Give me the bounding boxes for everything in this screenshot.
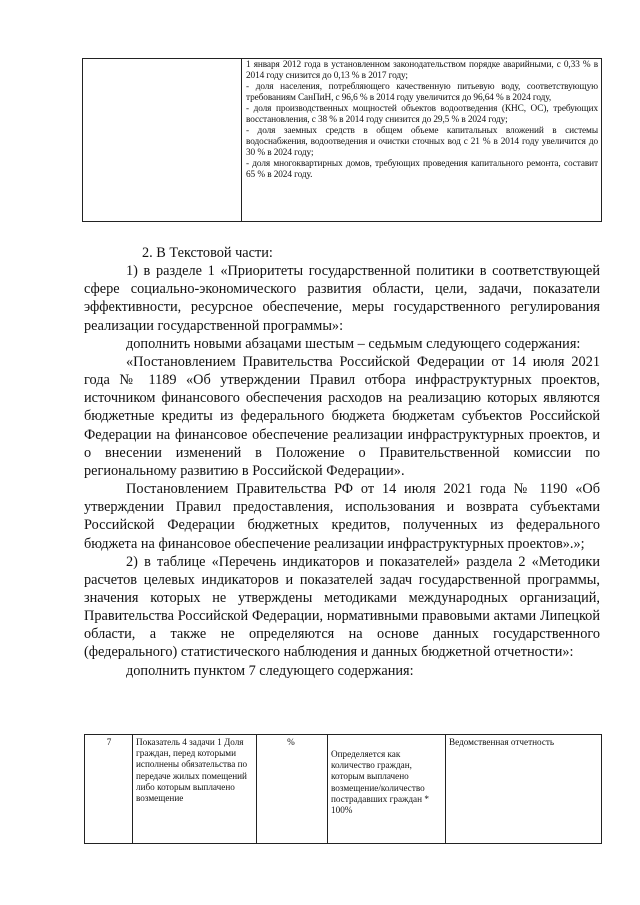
paragraph-5: 2) в таблице «Перечень индикаторов и показателей» раздела 2 «Методики расчетов целевых индикаторов и показателей задач государственной программы, значения которых не утверждены методиками международных организаций, Правительства Российской Федерации, нормативными правовыми актами Липецкой области, а также не определяются на основе данных государственного (федерального) статистического наблюдения и данных бюджетной отчетности»: — [84, 553, 600, 661]
paragraph-1: 1) в разделе 1 «Приоритеты государственной политики в соответствующей сфере социально-экономического развития области, цели, задачи, показатели эффективности, ресурсное обеспечение, меры государственного регулирования реализации государственной программы»: — [84, 263, 600, 334]
paragraph-3: «Постановлением Правительства Российской Федерации от 14 июля 2021 года № 1189 «Об утверждении Правил отбора инфраструктурных проектов, источником финансового обеспечения расходов на реализацию которых являются бюджетные кредиты из федерального бюджета бюджетам субъектов Российской Федерации на финансовое обеспечение реализации инфраструктурных проектов, и о внесении изменений в Положение о Правительственной комиссии по региональному развитию в Российской Федерации». — [84, 353, 600, 479]
empty-cell — [83, 59, 242, 222]
indicator-table — [84, 734, 602, 844]
paragraph-2: дополнить новыми абзацами шестым – седьмым следующего содержания: — [126, 335, 581, 352]
list-item: 1 января 2012 года в установленном законодательством порядке аварийными, с 0,33 % в 2014 году снизится до 0,13 % в 2017 году; — [246, 60, 598, 81]
paragraph-6: дополнить пунктом 7 следующего содержания: — [126, 662, 414, 679]
method-text: Определяется как количество граждан, которым выплачено возмещение/количество пострадавших граждан * 100% — [331, 749, 429, 816]
list-item: - доля многоквартирных домов, требующих проведения капитального ремонта, составит 65 % в 2024 году. — [246, 159, 598, 180]
indicator-list-cell — [242, 59, 602, 222]
paragraph-4: Постановлением Правительства РФ от 14 июля 2021 года № 1190 «Об утверждении Правил предоставления, использования и возврата субъектами Российской Федерации бюджетных кредитов, полученных из федерального бюджета на финансовое обеспечение реализации инфраструктурных проектов».»; — [84, 481, 600, 552]
row-number-cell: 7 — [85, 735, 133, 844]
method-cell — [328, 735, 446, 844]
continuation-table — [82, 58, 602, 222]
source-cell: Ведомственная отчетность — [446, 735, 602, 844]
document-body — [84, 244, 600, 680]
table-row — [85, 735, 602, 844]
table-row — [83, 59, 602, 222]
indicator-name-cell: Показатель 4 задачи 1 Доля граждан, перед которыми исполнены обязательства по передаче жилых помещений либо которым выплачено возмещение — [133, 735, 257, 844]
list-item: - доля производственных мощностей объектов водоотведения (КНС, ОС), требующих восстановления, с 38 % в 2014 году снизится до 29,5 % в 2024 году; — [246, 104, 598, 125]
unit-cell: % — [257, 735, 328, 844]
list-item: - доля населения, потребляющего качественную питьевую воду, соответствующую требованиям СанПиН, с 96,6 % в 2014 году увеличится до 96,64 % в 2024 году, — [246, 82, 598, 103]
section-heading: 2. В Текстовой части: — [142, 245, 273, 261]
list-item: - доля заемных средств в общем объеме капитальных вложений в системы водоснабжения, водоотведения и очистки сточных вод с 21 % в 2014 году увеличится до 30 % в 2024 году; — [246, 126, 598, 158]
